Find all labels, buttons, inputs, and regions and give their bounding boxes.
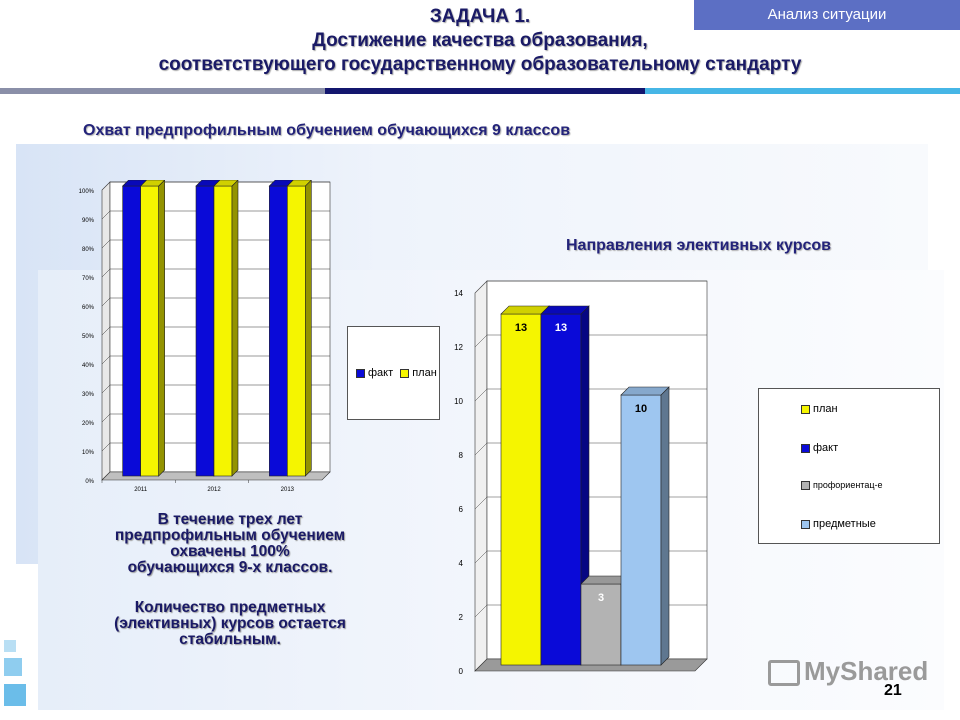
data-label-план: 13 [514, 322, 528, 334]
left-chart-heading: Охват предпрофильным обучением обучающихся 9 классов [83, 122, 571, 139]
bar-предметные-top [621, 387, 669, 395]
legend-plan: план [813, 403, 838, 415]
bar-факт-top [541, 306, 589, 314]
bar-факт-2012 [196, 186, 214, 476]
y-tick-label: 80% [81, 247, 94, 253]
bar-план-2013-side [305, 180, 311, 476]
x-tick-label: 2012 [207, 487, 221, 493]
summary-line: охвачены 100% [170, 543, 290, 560]
section-badge: Анализ ситуации [694, 0, 960, 30]
y-tick-label: 12 [454, 343, 463, 352]
y-tick-label: 50% [81, 334, 94, 340]
bar-факт-2013 [269, 186, 287, 476]
y-tick-label: 2 [458, 613, 463, 622]
coverage-legend [347, 326, 440, 420]
y-tick-label: 20% [81, 421, 94, 427]
legend-plan: план [412, 367, 437, 379]
legend-subject-swatch [801, 520, 810, 529]
x-tick-label: 2013 [280, 487, 295, 493]
courses-chart [440, 275, 720, 695]
right-chart-heading: Направления элективных курсов [566, 237, 831, 254]
legend-fact-swatch [801, 444, 810, 453]
summary-line: В течение трех лет [157, 511, 303, 528]
data-label-профориентац-е: 3 [597, 592, 605, 604]
y-tick-label: 10 [454, 397, 463, 406]
y-tick-label: 8 [458, 451, 463, 460]
y-tick-label: 0 [458, 667, 463, 676]
legend-subject: предметные [813, 518, 876, 530]
y-tick-label: 90% [81, 218, 94, 224]
summary-line: предпрофильным обучением [114, 527, 346, 544]
bar-план-2011 [141, 186, 159, 476]
coverage-summary [70, 512, 390, 576]
y-tick-label: 0% [85, 479, 94, 485]
bar-план-2011-side [159, 180, 165, 476]
side-wall [475, 281, 487, 671]
bar-предметные [621, 395, 661, 665]
y-tick-label: 60% [81, 305, 94, 311]
y-tick-label: 30% [81, 392, 94, 398]
summary-line: (элективных) курсов остается [114, 615, 346, 632]
y-tick-label: 4 [458, 559, 463, 568]
watermark-text: MyShared [804, 656, 929, 686]
y-tick-label: 70% [81, 276, 94, 282]
bar-предметные-side [661, 387, 669, 665]
x-tick-label: 2011 [134, 487, 148, 493]
summary-line: Количество предметных [134, 599, 326, 616]
summary-line: обучающихся 9-х классов. [127, 559, 333, 576]
header-divider [0, 88, 960, 94]
legend-prof: профориентац-е [813, 480, 883, 490]
courses-summary [70, 600, 390, 648]
y-tick-label: 100% [78, 189, 94, 195]
summary-line: стабильным. [179, 631, 281, 648]
legend-prof-swatch [801, 481, 810, 490]
data-label-предметные: 10 [634, 403, 648, 415]
task-title: ЗАДАЧА 1. [429, 6, 531, 27]
task-subtitle-2: соответствующего государственному образовательному стандарту [158, 54, 802, 75]
page-number: 21 [884, 682, 902, 699]
legend-fact: факт [813, 442, 839, 454]
legend-plan-swatch [400, 369, 409, 378]
bar-план-2013 [287, 186, 305, 476]
courses-legend [758, 388, 940, 544]
bar-план-2012 [214, 186, 232, 476]
legend-plan-swatch [801, 405, 810, 414]
y-tick-label: 14 [454, 289, 463, 298]
legend-fact: факт [368, 367, 394, 379]
y-tick-label: 6 [458, 505, 463, 514]
bar-факт [541, 314, 581, 665]
task-subtitle-1: Достижение качества образования, [312, 30, 648, 51]
coverage-chart [60, 180, 340, 500]
y-tick-label: 40% [81, 363, 94, 369]
bar-план [501, 314, 541, 665]
y-tick-label: 10% [81, 450, 94, 456]
bar-план-2012-side [232, 180, 238, 476]
legend-fact-swatch [356, 369, 365, 378]
bar-факт-2011 [123, 186, 141, 476]
watermark [768, 656, 928, 687]
data-label-факт: 13 [554, 322, 568, 334]
